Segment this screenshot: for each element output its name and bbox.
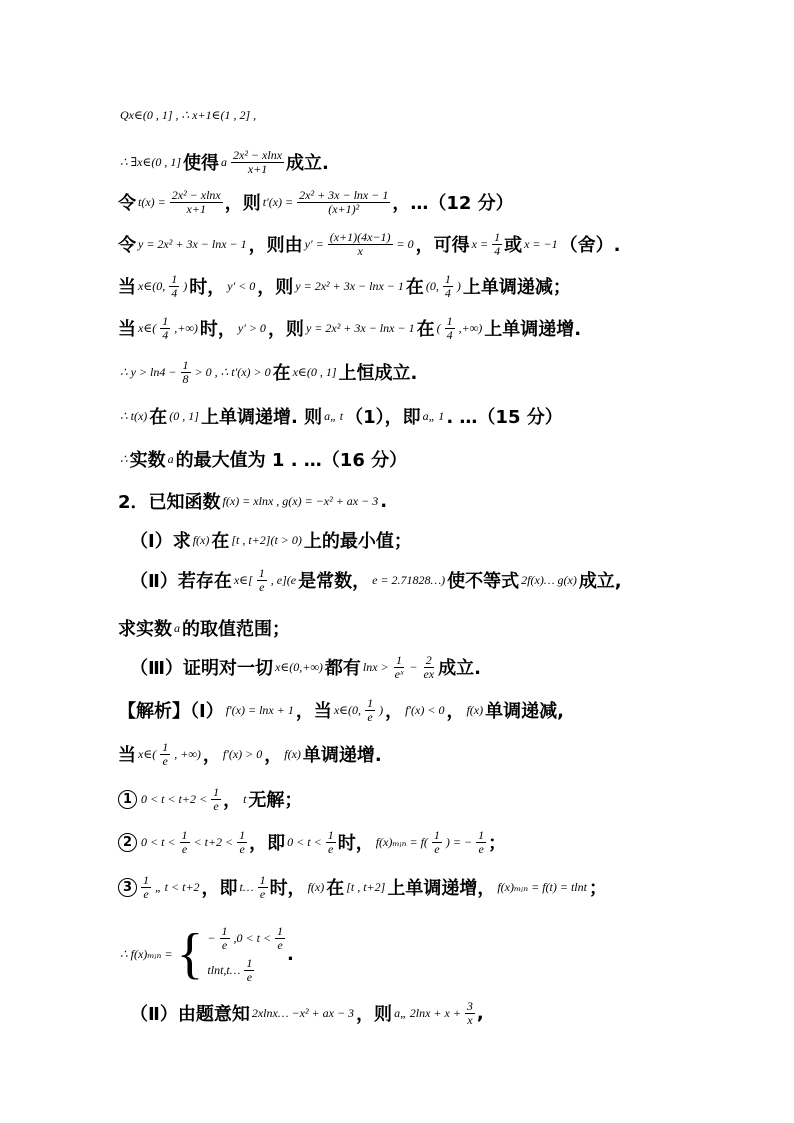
math-expression: t… [239,879,254,894]
fraction [328,231,393,257]
text-run: 成立. [438,658,481,680]
math-expression: t(x) = [138,194,166,209]
fraction-denominator: e [478,841,484,856]
fraction-numerator: 1 [162,740,169,754]
text-run: 上单调递减； [462,277,571,299]
fraction-denominator: 4 [446,327,453,342]
math-expression: a„ 1 [422,408,445,423]
text-run: 当 [118,319,136,341]
math-expression: ∴ [120,451,128,466]
math-expression: (0 , 1] [169,408,199,423]
analysis-line-1 [118,697,754,723]
math-expression: x = [471,236,489,251]
math-expression: f′(x) = lnx + 1 [225,702,294,717]
fraction [432,829,442,855]
math-expression: x∈[ [233,572,253,587]
text-run: 上单调递增. [484,319,582,341]
text-run: ，可得 [415,235,470,257]
fraction [465,1000,475,1026]
math-expression: a [167,451,174,466]
text-run: ，当 [295,701,332,723]
text-run: ，即 [201,878,238,900]
math-expression: − [409,659,418,674]
math-expression: , e](e [270,572,297,587]
text-run: ，则 [257,277,294,299]
fraction-numerator: 1 [396,653,402,667]
text-run: 的最大值为 1 . …（16 分） [175,450,408,471]
problem-2-part-2-cont [118,615,754,641]
fraction [326,829,336,855]
math-expression: f(x)ₘᵢₙ = f( [375,834,428,849]
math-expression: y = 2x² + 3x − lnx − 1 [138,236,247,251]
fraction [170,189,223,215]
text-run: （Ⅱ）由题意知 [130,1004,250,1026]
math-expression: tlnt,t… [207,962,241,977]
fraction-numerator: 2 [425,653,432,667]
text-run: 时， [199,319,236,341]
math-expression: f′(x) < 0 [405,702,445,717]
problem-2-part-3 [130,654,754,680]
case-2-line [118,829,754,855]
math-expression: − [207,930,216,945]
math-expression: y′ < 0 [227,278,256,293]
math-expression: 0 < t < [141,834,176,849]
math-expression: ) [456,278,461,293]
math-expression: ) = − [445,834,473,849]
fraction-numerator: 1 [213,785,220,799]
fraction [220,925,230,951]
fraction [160,741,170,767]
fraction [169,273,179,299]
text-run: , [476,1002,484,1024]
fraction-numerator: 1 [367,696,374,710]
fraction [180,829,190,855]
text-run: 上单调递增， [387,878,496,900]
fraction [211,786,221,812]
fraction [141,874,151,900]
text-run: ， [385,701,404,723]
math-expression: [t , t+2] [346,879,386,894]
fraction-numerator: 1 [446,314,453,328]
math-expression: Qx∈(0 , 1] , ∴ x+1∈(1 , 2] , [120,108,257,122]
circled-number: 1 [118,790,137,809]
text-run: 在 [326,878,345,900]
fraction [231,149,284,175]
problem-2-part-2 [130,567,754,593]
text-run: ， [446,701,465,723]
math-expression: ,+∞) [458,320,483,335]
fraction-denominator: 8 [182,371,189,386]
math-expression: a [221,154,228,169]
fraction-denominator: e [213,798,219,813]
text-run: 在 [405,277,424,299]
fraction-denominator: e [143,886,149,901]
text-run: 求实数 [118,619,172,640]
fraction [297,189,390,215]
math-expression: t′(x) = [262,194,294,209]
math-expression: x∈(0 , 1] [292,364,337,379]
fraction-numerator: 1 [277,924,284,938]
math-expression: f(x) [307,879,325,894]
problem-2-part-1 [130,527,754,553]
fraction-numerator: 2x² − xlnx [233,148,283,162]
text-run: ， [223,790,242,812]
math-expression: x∈(0, [138,278,166,293]
math-expression: , +∞) [174,746,201,761]
math-expression: x∈(0, [333,702,362,717]
text-run: . …（15 分） [446,407,563,428]
fraction-numerator: 1 [444,272,451,286]
math-expression: a [174,620,180,635]
solution-line-4 [118,231,754,257]
math-expression: 2f(x)… g(x) [521,572,577,587]
text-run: 令 [118,193,136,215]
fraction [181,359,191,385]
solution-line-9 [118,446,754,472]
math-expression: ,+∞) [174,320,198,335]
fraction-numerator: 1 [258,566,265,580]
fraction-numerator: 1 [478,828,485,842]
solution-line-6 [118,315,754,341]
fraction-numerator: 1 [181,828,188,842]
text-run: 上的最小值； [303,531,412,552]
fraction-denominator: (x+1)² [328,201,360,216]
piecewise-case [205,957,287,983]
fraction-numerator: 1 [327,828,334,842]
fraction-denominator: 4 [444,285,451,300]
problem-2-statement [118,488,754,514]
fraction-denominator: e [434,841,440,856]
fraction-denominator: 4 [494,243,501,258]
math-expression: ∴ y > ln4 − [120,364,177,379]
text-run: ，则由 [248,235,303,257]
fraction-numerator: 1 [171,272,178,286]
fraction-denominator: e [239,841,245,856]
fraction-denominator: e [367,709,373,724]
math-expression: ∴ ∃x∈(0 , 1] [120,154,182,169]
math-expression: a„ 2lnx + x + [394,1005,461,1020]
fraction-denominator: e [277,937,283,952]
fraction-denominator: e [181,841,188,856]
math-expression: > 0 , ∴ t′(x) > 0 [194,364,271,379]
fraction [365,697,375,723]
math-expression: t [243,791,247,806]
part-2-solution-line [130,1000,754,1026]
fraction [237,829,247,855]
fraction [443,273,453,299]
text-run: 在 [149,407,168,428]
text-run: 上单调递增. 则 [200,407,323,428]
fraction-denominator: eˣ [394,666,404,681]
math-expression: „ t < t+2 [155,879,200,894]
math-expression: f(x) [284,746,301,761]
text-run: 是常数， [298,571,371,593]
math-expression: f′(x) > 0 [222,746,263,761]
math-expression: ,0 < t < [233,930,272,945]
math-expression: ∴ f(x)ₘᵢₙ = [120,946,173,961]
text-run: 【解析】（Ⅰ） [118,701,224,723]
fraction-numerator: 1 [162,314,169,328]
text-run: 实数 [129,450,166,471]
math-expression: lnx > [362,659,389,674]
text-run: ， [202,745,221,767]
solution-line-3 [118,189,754,215]
text-run: 都有 [324,658,361,680]
solution-line-8 [118,403,754,429]
text-run: 单调递减, [485,701,564,723]
math-expression: y = 2x² + 3x − lnx − 1 [295,278,404,293]
fraction [257,567,267,593]
text-run: （1），即 [345,407,421,428]
text-run: 当 [118,745,136,767]
fraction-numerator: 1 [239,828,246,842]
text-run: 上恒成立. [338,363,418,385]
math-expression: x∈( [138,320,157,335]
math-expression: f(x) = xlnx , g(x) = −x² + ax − 3 [222,493,379,508]
solution-line-7 [118,359,754,385]
text-run: （Ⅲ）证明对一切 [130,658,274,680]
text-run: 在 [416,319,435,341]
fraction-numerator: 1 [143,873,149,887]
math-expression: 0 < t < [287,834,322,849]
fraction-numerator: 2x² − xlnx [171,188,221,202]
text-run: （舍）. [559,235,621,257]
piecewise-case [205,925,287,951]
math-expression: x∈( [138,746,157,761]
text-run: . [380,490,388,512]
text-run: 无解； [248,790,303,812]
text-run: ， [264,745,283,767]
fraction-denominator: x+1 [186,201,206,216]
fraction [492,231,502,257]
math-expression: ( [436,320,441,335]
left-brace: { [176,923,204,986]
fraction-numerator: 1 [494,230,501,244]
text-run: . [287,943,294,965]
text-run: （Ⅱ）若存在 [130,571,232,593]
math-expression: f(x)ₘᵢₙ = f(t) = tlnt [497,879,587,894]
fraction-denominator: x [357,243,363,258]
fraction [393,654,406,680]
text-run: ，即 [249,833,286,855]
fraction [476,829,486,855]
text-run: 成立. [286,153,329,175]
text-run: 的取值范围； [182,619,290,640]
piecewise-min-line [118,923,754,986]
fraction [445,315,455,341]
math-expression: ) [183,278,188,293]
circled-number: 3 [118,878,137,897]
math-expression: e = 2.71828…) [372,572,446,587]
fraction-denominator: e [246,969,253,984]
fraction-denominator: e [259,886,266,901]
fraction-denominator: 4 [162,327,169,342]
text-run: 当 [118,277,136,299]
math-expression: f(x) [192,532,210,547]
fraction [421,654,436,680]
fraction [258,874,268,900]
text-run: 使不等式 [447,571,520,593]
text-run: ，…（12 分） [392,193,514,215]
fraction-denominator: e [162,753,168,768]
text-run: 单调递增. [302,745,382,767]
text-run: 使得 [183,153,220,175]
analysis-line-2 [118,741,754,767]
math-expression: ) [379,702,384,717]
fraction [160,315,170,341]
math-expression: f(x) [466,702,484,717]
fraction-numerator: 1 [221,924,228,938]
text-run: 时， [269,878,306,900]
math-expression: x∈(0,+∞) [275,659,323,674]
math-expression: 2xlnx… −x² + ax − 3 [251,1005,355,1020]
text-run: ； [488,833,507,855]
math-expression: y′ = [304,236,324,251]
text-run: 时， [337,833,374,855]
text-run: 或 [504,235,523,257]
fraction-numerator: (x+1)(4x−1) [329,230,391,244]
text-run: ，则 [267,319,304,341]
solution-line-2 [118,149,754,175]
math-expression: 0 < t < t+2 < [141,791,208,806]
fraction-numerator: 1 [182,358,189,372]
fraction-numerator: 3 [466,999,473,1013]
math-expression: x = −1 [524,236,558,251]
math-expression: = 0 [396,236,414,251]
math-expression: [t , t+2](t > 0) [231,532,302,547]
fraction-numerator: 2x² + 3x − lnx − 1 [299,188,389,202]
math-expression: ∴ t(x) [120,408,148,423]
solution-line-5 [118,273,754,299]
text-run: 令 [118,235,136,257]
math-expression: y′ > 0 [237,320,266,335]
text-run: 时， [189,277,226,299]
case-1-line [118,786,754,812]
fraction-numerator: 1 [246,956,253,971]
fraction-denominator: x [467,1012,473,1027]
text-run: 在 [211,531,230,552]
math-expression: (0, [425,278,439,293]
solution-line-1 [118,108,754,123]
text-run: 成立, [578,571,622,593]
fraction-denominator: e [221,937,228,952]
math-expression: a„ t [324,408,344,423]
math-expression: y = 2x² + 3x − lnx − 1 [305,320,415,335]
text-run: 在 [272,363,291,385]
math-expression: < t+2 < [193,834,234,849]
text-run: ； [588,878,607,900]
fraction-numerator: 1 [433,828,440,842]
case-3-line [118,874,754,900]
circled-number: 2 [118,833,137,852]
fraction-denominator: x+1 [247,161,268,176]
fraction-denominator: ex [423,666,435,681]
fraction-denominator: e [328,841,334,856]
fraction [244,957,254,983]
fraction [275,925,285,951]
text-run: ，则 [224,193,261,215]
piecewise-cases [205,925,287,983]
text-run: 2．已知函数 [118,492,221,513]
text-run: （Ⅰ）求 [130,531,191,552]
fraction-numerator: 1 [259,873,266,887]
text-run: ，则 [356,1004,393,1026]
fraction-denominator: 4 [171,285,178,300]
fraction-denominator: e [259,579,265,594]
